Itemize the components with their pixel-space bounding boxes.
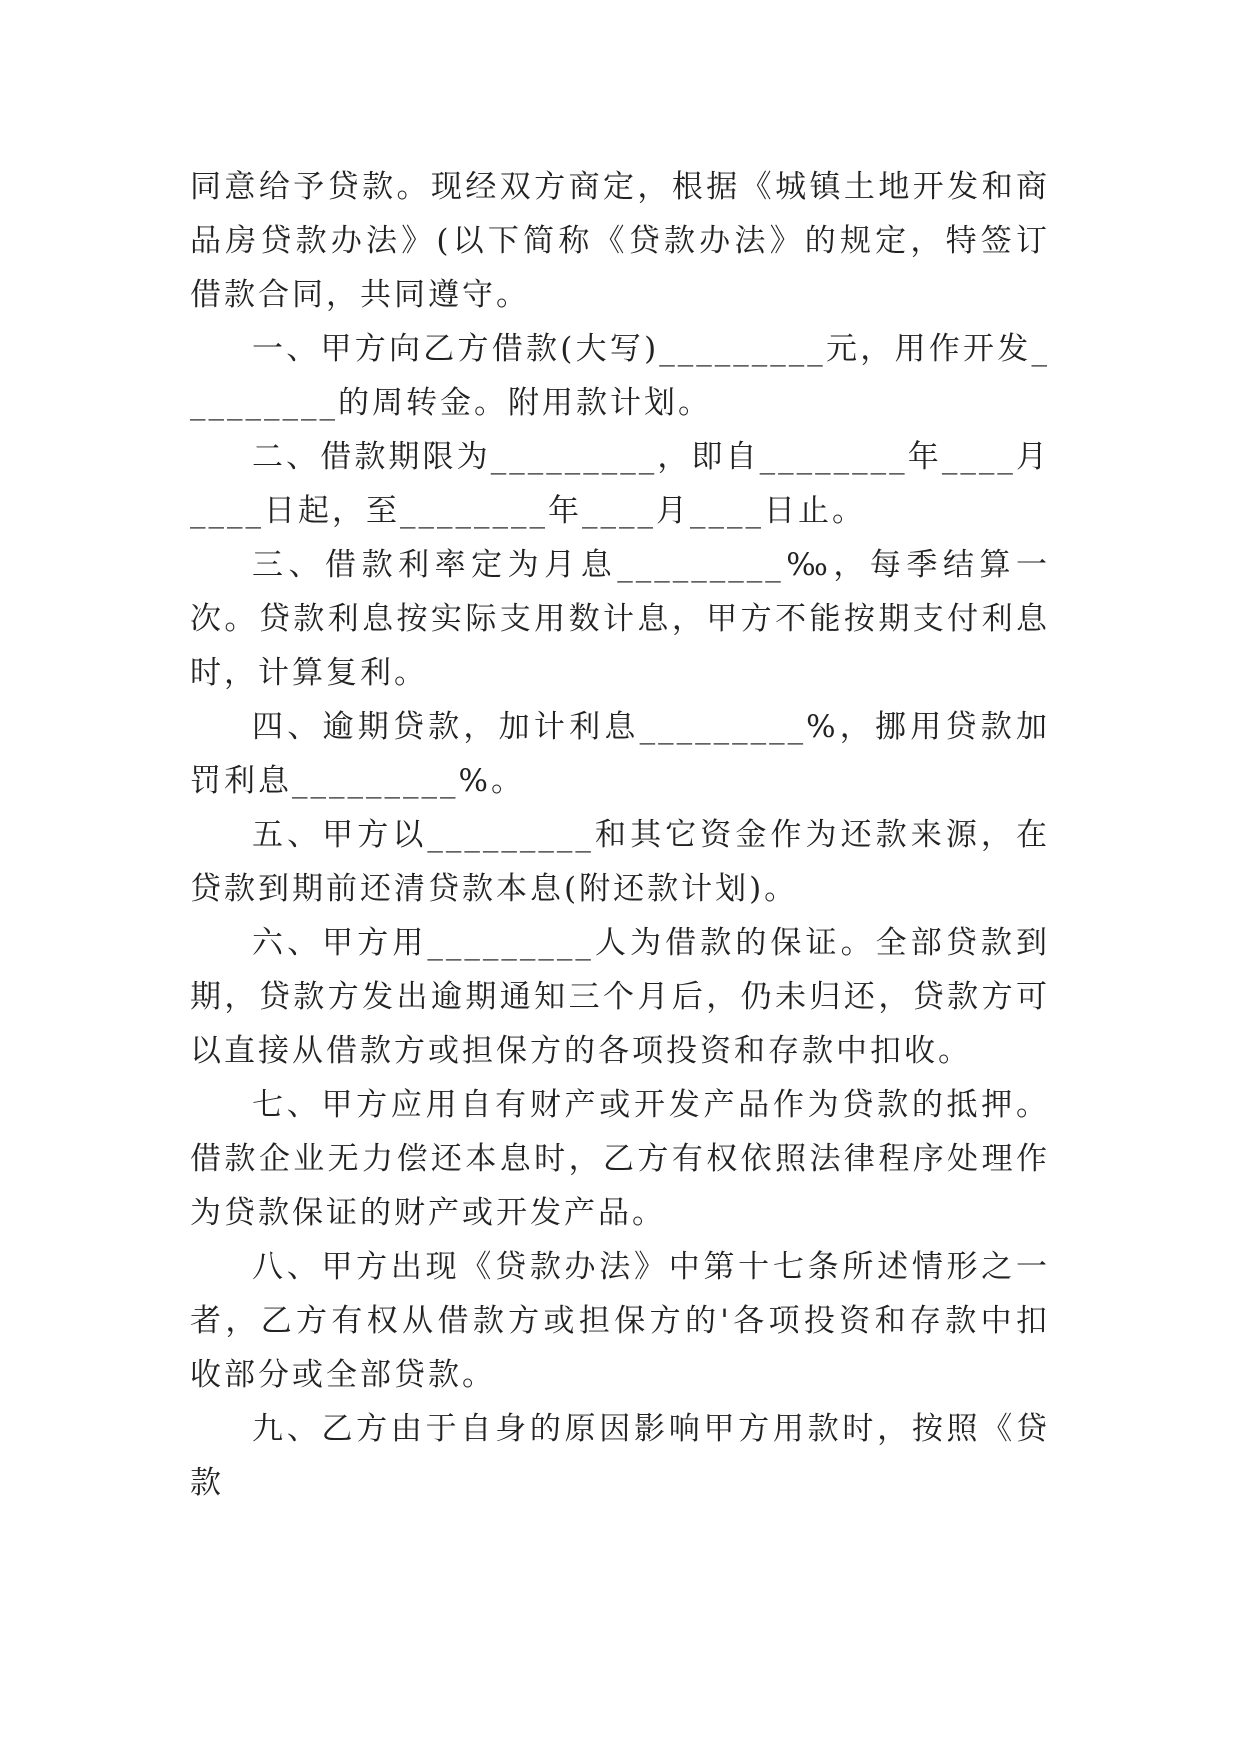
clause-3: 三、借款利率定为月息_________‰，每季结算一次。贷款利息按实际支用数计息，甲方不能按期支付利息时，计算复利。 (190, 547, 1050, 691)
contract-body (190, 160, 1050, 1510)
paragraph-intro: 同意给予贷款。现经双方商定，根据《城镇土地开发和商品房贷款办法》(以下简称《贷款办法》的规定，特签订借款合同，共同遵守。 (190, 169, 1050, 313)
clause-6: 六、甲方用_________人为借款的保证。全部贷款到期，贷款方发出逾期通知三个月后，仍未归还，贷款方可以直接从借款方或担保方的各项投资和存款中扣收。 (190, 925, 1050, 1069)
clause-7: 七、甲方应用自有财产或开发产品作为贷款的抵押。借款企业无力偿还本息时，乙方有权依照法律程序处理作为贷款保证的财产或开发产品。 (190, 1087, 1050, 1231)
clause-5: 五、甲方以_________和其它资金作为还款来源，在贷款到期前还清贷款本息(附还款计划)。 (190, 817, 1050, 907)
clause-8: 八、甲方出现《贷款办法》中第十七条所述情形之一者，乙方有权从借款方或担保方的'各项投资和存款中扣收部分或全部贷款。 (190, 1249, 1050, 1393)
clause-2: 二、借款期限为_________，即自________年____月____日起，至________年____月____日止。 (190, 439, 1050, 529)
clause-1: 一、甲方向乙方借款(大写)_________元，用作开发_________的周转金。附用款计划。 (190, 331, 1050, 421)
clause-4: 四、逾期贷款，加计利息_________%，挪用贷款加罚利息_________%。 (190, 709, 1050, 799)
clause-9: 九、乙方由于自身的原因影响甲方用款时，按照《贷款 (190, 1411, 1050, 1501)
